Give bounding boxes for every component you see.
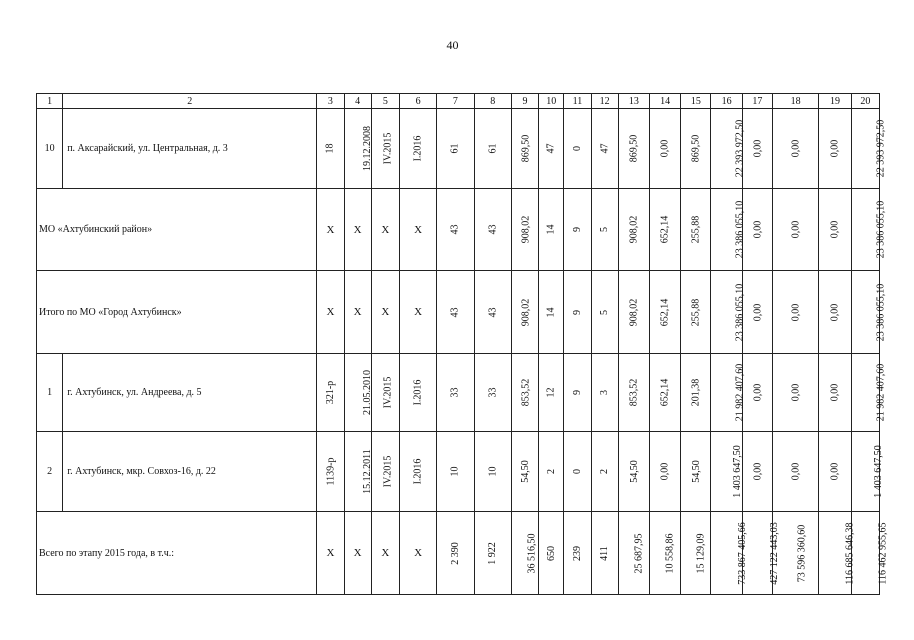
table-cell [681,189,711,271]
cell-value: 0,00 [829,462,841,481]
address-cell: п. Аксарайский, ул. Центральная, д. 3 [63,109,317,189]
table-row [37,271,880,354]
column-number: 20 [851,94,879,109]
cell-value: 869,50 [628,134,640,163]
table-cell [474,109,511,189]
cell-value: 869,50 [690,134,702,163]
cell-value: 12 [545,387,557,398]
cell-value: 869,50 [520,134,532,163]
table-cell [681,109,711,189]
table-cell [539,271,564,354]
cell-value: 43 [449,307,461,317]
table-cell [772,189,818,271]
cell-value: 2 [599,469,611,474]
cell-value: 1 922 [487,541,499,565]
cell-value: 5 [599,309,611,315]
table-cell [474,432,511,512]
cell-value: 25 687,95 [633,533,645,573]
column-number: 8 [474,94,511,109]
table-cell [564,354,591,432]
cell-value: 9 [571,390,583,395]
cell-value: 116 685 646,38 [844,521,856,585]
cell-value: 22 393 972,50 [874,119,886,178]
column-number: 13 [618,94,649,109]
cell-value: 15 129,09 [695,533,707,573]
table-cell [539,189,564,271]
table-cell [711,271,746,354]
table-cell [649,512,680,595]
housing-program-table [36,93,889,595]
table-cell [564,109,591,189]
table-row [37,109,880,189]
table-cell: Х [399,512,436,595]
table-cell [474,512,511,595]
table-cell [591,189,618,271]
cell-value: 908,02 [628,298,640,326]
cell-value: 321-р [324,380,336,405]
table-cell [474,354,511,432]
table-cell [851,432,884,512]
cell-value: 33 [487,387,499,398]
cell-value: 14 [545,307,557,317]
table-cell [399,354,436,432]
cell-value: 21 982 407,60 [874,363,886,422]
cell-value: 239 [571,545,583,561]
cell-value: 0,00 [790,139,802,158]
table-cell [618,271,649,354]
table-cell [681,354,711,432]
column-number-row [37,94,880,109]
cell-value: 15.12.2011 [361,449,373,494]
table-cell [564,512,591,595]
cell-value: 0,00 [829,383,841,402]
table-cell [437,189,474,271]
column-number: 4 [344,94,371,109]
table-cell [317,109,344,189]
table-cell [649,271,680,354]
table-cell: Х [317,512,344,595]
table-cell [437,354,474,432]
cell-value: 650 [545,545,557,561]
table-cell: Х [344,512,371,595]
cell-value: 10 [449,466,461,477]
cell-value: 14 [545,224,557,235]
column-number: 11 [564,94,591,109]
cell-value: 0,00 [751,462,763,481]
table-cell [474,271,511,354]
table-cell [539,109,564,189]
table-cell [344,354,371,432]
table-cell [591,432,618,512]
cell-value: 0 [571,469,583,474]
table-cell [474,189,511,271]
cell-value: 652,14 [659,298,671,326]
table-cell [772,271,818,354]
table-cell [851,109,886,189]
table-cell [437,109,474,189]
table-cell [711,354,746,432]
cell-value: 61 [449,143,461,154]
column-number: 15 [681,94,711,109]
table-cell [819,512,856,595]
table-cell [819,189,851,271]
column-number: 14 [649,94,680,109]
table-cell [618,354,649,432]
table-cell [819,271,851,354]
cell-value: 0,00 [751,303,763,321]
cell-value: 0,00 [659,462,671,481]
table-cell [539,432,564,512]
cell-value: 0,00 [790,220,802,239]
row-label: Всего по этапу 2015 года, в т.ч.: [37,512,317,595]
table-cell [742,109,772,189]
table-cell [591,512,618,595]
table-cell [742,432,772,512]
table-row [37,189,880,271]
table-row [37,354,880,432]
cell-value: IV.2015 [382,376,394,409]
table-cell [564,189,591,271]
cell-value: 21 982 407,60 [734,363,746,422]
column-number: 16 [711,94,742,109]
cell-value: I.2016 [412,379,424,406]
cell-value: 2 390 [449,541,461,565]
table-cell [591,271,618,354]
table-cell [591,354,618,432]
table-cell [711,512,749,595]
table-cell [371,432,399,512]
table-cell [618,189,649,271]
column-number: 1 [37,94,63,109]
table-cell: Х [399,189,436,271]
cell-value: 1 403 647,50 [732,445,744,498]
cell-value: 0,00 [829,303,841,321]
cell-value: 908,02 [520,215,532,244]
table-cell [851,189,886,271]
table-row [37,432,880,512]
table-cell [539,512,564,595]
cell-value: 61 [487,143,499,154]
cell-value: 21.05.2010 [361,370,373,415]
cell-value: 54,50 [519,460,531,483]
cell-value: 9 [571,309,583,315]
table-cell [539,354,564,432]
table-cell [742,271,772,354]
cell-value: 3 [599,390,611,395]
cell-value: 853,52 [628,378,640,407]
table-cell [819,109,851,189]
table-cell [344,432,371,512]
cell-value: 23 386 055,10 [734,200,746,259]
cell-value: 0,00 [829,220,841,239]
cell-value: 255,88 [690,215,702,244]
cell-value: 0,00 [790,383,802,402]
cell-value: 0 [571,146,583,151]
column-number: 2 [63,94,317,109]
cell-value: 0,00 [751,139,763,158]
cell-value: 47 [545,143,557,154]
cell-value: 1 403 647,50 [872,445,884,498]
cell-value: 0,00 [751,220,763,239]
cell-value: 73 596 360,60 [796,524,808,582]
cell-value: 22 393 972,50 [734,119,746,178]
cell-value: 733 867 405,66 [737,521,749,585]
page-number: 40 [446,38,459,52]
table-cell [819,354,851,432]
row-number: 1 [37,354,63,432]
table-row [37,512,880,595]
cell-value: 201,38 [690,378,702,407]
table-cell [511,109,538,189]
cell-value: 2 [545,469,557,474]
table-cell [711,189,746,271]
column-number: 10 [539,94,564,109]
table-cell: Х [399,271,436,354]
table-cell: Х [371,512,399,595]
table-cell [742,189,772,271]
cell-value: 43 [449,224,461,235]
table-cell [711,432,742,512]
row-label: МО «Ахтубинский район» [37,189,317,271]
cell-value: IV.2015 [382,455,394,488]
table-cell [437,432,474,512]
table-cell [399,109,436,189]
cell-value: 255,88 [690,298,702,326]
cell-value: 23 386 055,10 [874,283,886,341]
cell-value: 427 122 443,03 [768,521,780,585]
table-cell [649,189,680,271]
cell-value: 0,00 [790,303,802,321]
table-cell [437,271,474,354]
column-number: 9 [511,94,538,109]
cell-value: 43 [487,307,499,317]
table-cell: Х [371,271,399,354]
cell-value: 54,50 [690,460,702,483]
column-number: 3 [317,94,344,109]
cell-value: 652,14 [659,378,671,407]
cell-value: 43 [487,224,499,235]
cell-value: 18 [324,143,336,154]
table-cell [317,432,344,512]
table-cell [371,354,399,432]
table-cell [851,354,886,432]
cell-value: 10 558,86 [664,533,676,573]
cell-value: 908,02 [520,298,532,326]
cell-value: 10 [487,466,499,477]
cell-value: 19.12.2008 [361,126,373,171]
table-cell [511,432,538,512]
address-cell: г. Ахтубинск, мкр. Совхоз-16, д. 22 [63,432,317,512]
table-cell [711,109,746,189]
cell-value: 1139-р [325,457,337,486]
cell-value: 0,00 [659,139,671,158]
table-cell [772,109,818,189]
table-cell [618,109,649,189]
table-cell [618,432,649,512]
table-cell: Х [317,271,344,354]
cell-value: 47 [599,143,611,154]
row-label: Итого по МО «Город Ахтубинск» [37,271,317,354]
row-number: 10 [37,109,63,189]
address-cell: г. Ахтубинск, ул. Андреева, д. 5 [63,354,317,432]
table-cell [371,109,399,189]
cell-value: IV.2015 [382,132,394,165]
table-cell [742,354,772,432]
cell-value: 36 516,50 [526,533,538,573]
column-number: 17 [742,94,772,109]
table-cell [511,512,538,595]
row-number: 2 [37,432,63,512]
table-cell [564,271,591,354]
table-cell: Х [344,271,371,354]
table-cell [681,512,711,595]
table-cell [399,432,436,512]
cell-value: I.2016 [412,135,424,162]
table-cell: Х [371,189,399,271]
cell-value: 5 [599,227,611,232]
column-number: 19 [819,94,851,109]
cell-value: 54,50 [628,460,640,483]
cell-value: 411 [599,545,611,561]
table-cell [649,432,680,512]
table-cell [819,432,851,512]
cell-value: 9 [571,227,583,232]
cell-value: 0,00 [790,462,802,481]
column-number: 12 [591,94,618,109]
table-cell [681,271,711,354]
table-cell [437,512,474,595]
table-cell [564,432,591,512]
table-cell [511,271,538,354]
table-cell [649,354,680,432]
table-cell [649,109,680,189]
cell-value: 33 [449,387,461,398]
table-cell [511,189,538,271]
cell-value: 0,00 [751,383,763,402]
cell-value: I.2016 [412,458,424,485]
table-cell [591,109,618,189]
cell-value: 908,02 [628,215,640,244]
table-cell [511,354,538,432]
table-cell [344,109,371,189]
table-cell [317,354,344,432]
table-cell [851,271,886,354]
table-cell [618,512,649,595]
cell-value: 0,00 [829,139,841,158]
column-number: 7 [437,94,474,109]
cell-value: 23 386 055,10 [874,200,886,259]
cell-value: 652,14 [659,215,671,244]
cell-value: 853,52 [520,378,532,407]
table-cell: Х [344,189,371,271]
table-cell [772,354,818,432]
cell-value: 116 462 955,65 [877,521,889,585]
cell-value: 23 386 055,10 [734,283,746,341]
table-cell [772,432,818,512]
column-number: 6 [399,94,436,109]
column-number: 5 [371,94,399,109]
table-cell [681,432,711,512]
table-cell: Х [317,189,344,271]
column-number: 18 [772,94,818,109]
